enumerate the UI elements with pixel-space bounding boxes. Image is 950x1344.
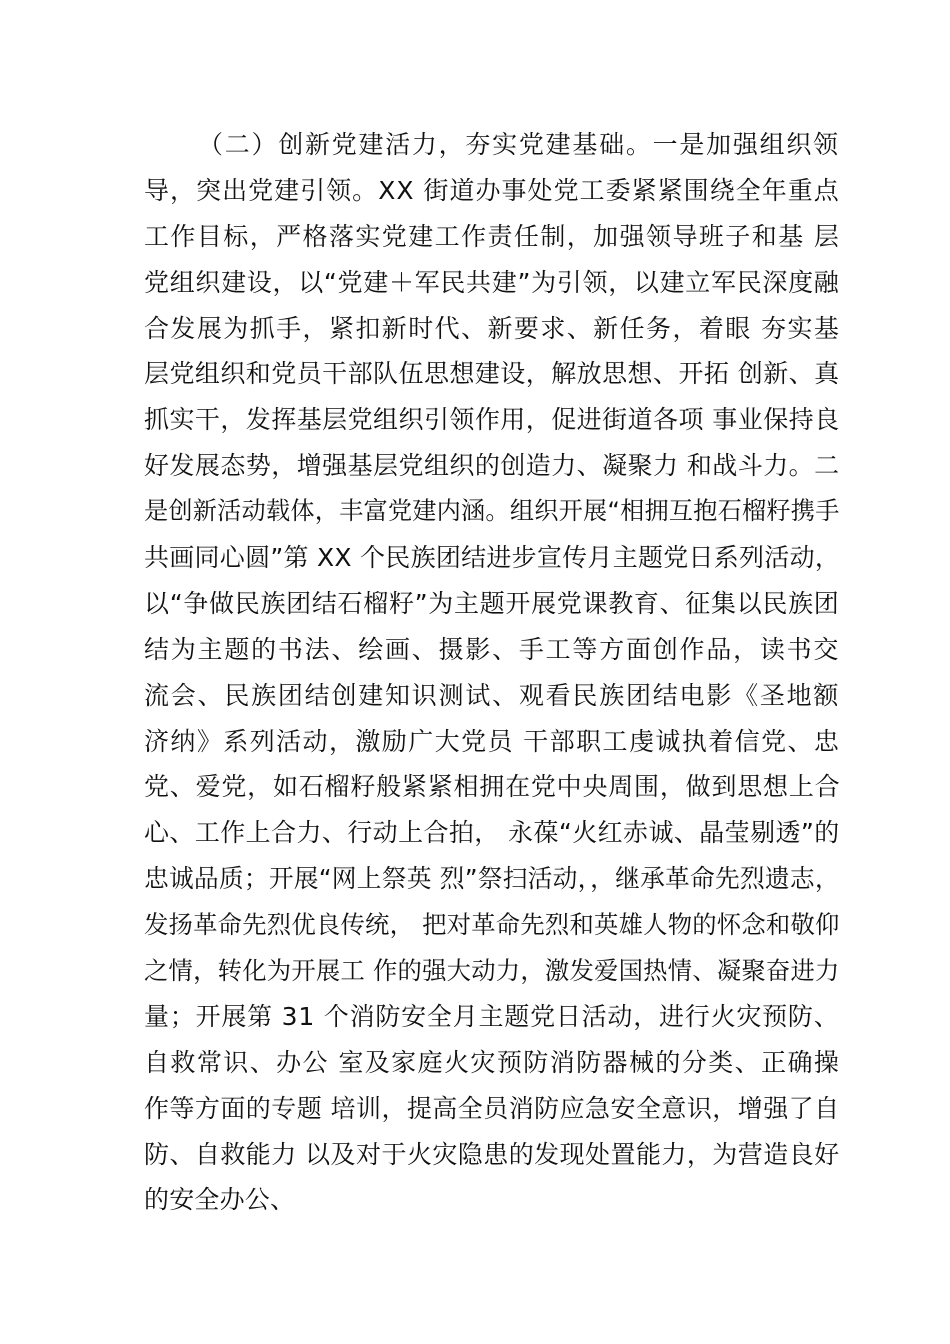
paragraph-line: 合发展为抓手，紧扣新时代、新要求、新任务，着眼 夯实基 — [144, 313, 841, 343]
paragraph-line: 作等方面的专题 培训，提高全员消防应急安全意识，增强了自 — [144, 1093, 840, 1123]
paragraph-line: 忠诚品质；开展“网上祭英 烈”祭扫活动，，继承革命先烈遗志， — [144, 864, 840, 894]
paragraph-line: 以“争做民族团结石榴籽”为主题开展党课教育、征集以民族团 — [144, 588, 840, 618]
paragraph-line: 好发展态势，增强基层党组织的创造力、凝聚力 和战斗力。二 — [144, 451, 840, 481]
paragraph-line: 党组织建设，以“党建＋军民共建”为引领，以建立军民深度融 — [144, 267, 840, 297]
body-paragraph — [144, 122, 844, 1223]
paragraph-line: 发扬革命先烈优良传统， 把对革命先烈和英雄人物的怀念和敬仰 — [144, 910, 840, 940]
paragraph-line: 党、爱党，如石榴籽般紧紧相拥在党中央周围，做到思想上合 — [144, 772, 841, 802]
paragraph-line: 自救常识、办公 室及家庭火灾预防消防器械的分类、正确操 — [144, 1047, 841, 1077]
paragraph-line: 济纳》系列活动，激励广大党员 干部职工虔诚执着信党、忠 — [144, 726, 841, 756]
paragraph-line: 之情，转化为开展工 作的强大动力，激发爱国热情、凝聚奋进力 — [144, 956, 840, 986]
paragraph-line: 防、自救能力 以及对于火灾隐患的发现处置能力，为营造良好 — [144, 1139, 840, 1169]
paragraph-line: 抓实干，发挥基层党组织引领作用，促进街道各项 事业保持良 — [144, 405, 840, 435]
paragraph-line: 共画同心圆”第 XX 个民族团结进步宣传月主题党日系列活动， — [144, 543, 841, 573]
paragraph-line: 层党组织和党员干部队伍思想建设，解放思想、开拓 创新、真 — [144, 359, 840, 389]
paragraph-line: 结为主题的书法、绘画、摄影、手工等方面创作品，读书交 — [144, 634, 841, 664]
paragraph-line: 的安全办公、 — [144, 1185, 296, 1215]
paragraph-line: 流会、民族团结创建知识测试、观看民族团结电影《圣地额 — [144, 680, 841, 710]
paragraph-line: （二）创新党建活力，夯实党建基础。一是加强组织领 — [198, 130, 840, 159]
paragraph-line: 工作目标，严格落实党建工作责任制，加强领导班子和基 层 — [144, 221, 841, 251]
paragraph-line: 导，突出党建引领。XX 街道办事处党工委紧紧围绕全年重点 — [144, 175, 840, 205]
paragraph-line: 是创新活动载体，丰富党建内涵。组织开展“相拥互抱石榴籽携手 — [144, 497, 840, 526]
paragraph-line: 心、工作上合力、行动上合拍， 永葆“火红赤诚、晶莹剔透”的 — [144, 818, 840, 848]
paragraph-line: 量；开展第 31 个消防安全月主题党日活动，进行火灾预防、 — [144, 1001, 840, 1031]
